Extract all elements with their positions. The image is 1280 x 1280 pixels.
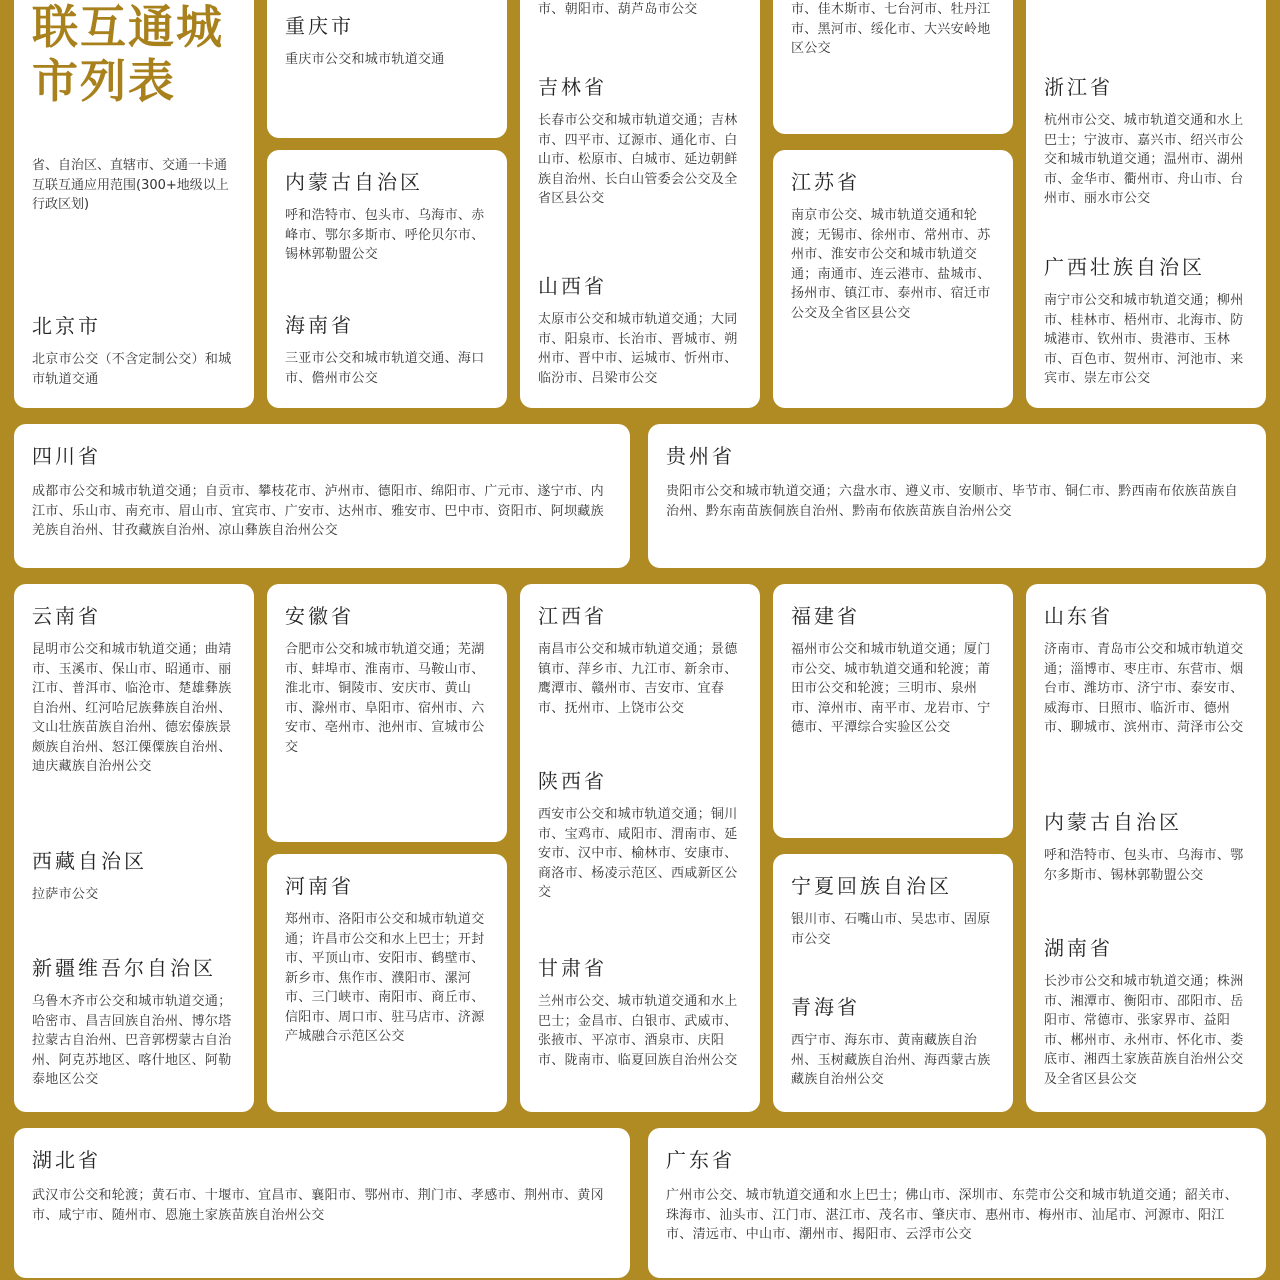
region-neimenggu-2 xyxy=(1044,810,1252,885)
region-henan xyxy=(285,874,493,1047)
region-name: 贵州省 xyxy=(666,444,735,468)
card-liaoning-jilin-shanxi xyxy=(520,0,760,408)
region-hainan xyxy=(285,313,493,388)
region-name: 湖南省 xyxy=(1044,936,1113,960)
intro-card xyxy=(14,0,254,408)
title-line-3: 市列表 xyxy=(32,54,176,108)
region-desc: 南昌市公交和城市轨道交通；景德镇市、萍乡市、九江市、新余市、鹰潭市、赣州市、吉安市、宜春市、抚州市、上饶市公交 xyxy=(538,642,738,716)
region-liaoning-tail xyxy=(538,0,746,19)
card-jiangxi-shaanxi-gansu xyxy=(520,584,760,1112)
region-desc: 市、朝阳市、葫芦岛市公交 xyxy=(538,1,698,17)
card-yunnan-xizang-xinjiang xyxy=(14,584,254,1112)
card-henan xyxy=(267,854,507,1112)
region-desc: 呼和浩特市、包头市、乌海市、赤峰市、鄂尔多斯市、呼伦贝尔市、锡林郭勒盟公交 xyxy=(285,208,485,262)
card-hebei-zhejiang-guangxi xyxy=(1026,0,1266,408)
region-anhui xyxy=(285,604,493,757)
region-desc: 太原市公交和城市轨道交通；大同市、阳泉市、长治市、晋城市、朔州市、晋中市、运城市、忻州市、临汾市、吕梁市公交 xyxy=(538,312,738,386)
region-desc: 南京市公交、城市轨道交通和轮渡；无锡市、徐州市、常州市、苏州市、淮安市公交和城市轨道交通；南通市、连云港市、盐城市、扬州市、镇江市、泰州市、宿迁市公交及全省区县公交 xyxy=(791,208,991,321)
region-desc: 成都市公交和城市轨道交通；自贡市、攀枝花市、泸州市、德阳市、绵阳市、广元市、遂宁市、内江市、乐山市、南充市、眉山市、宜宾市、广安市、达州市、雅安市、巴中市、资阳市、阿坝藏族羌族自治州、甘孜藏族自治州、凉山彝族自治州公交 xyxy=(32,484,604,538)
region-name: 吉林省 xyxy=(538,75,607,99)
region-name: 广东省 xyxy=(666,1148,735,1172)
region-name: 西藏自治区 xyxy=(32,849,147,873)
region-hunan xyxy=(1044,936,1252,1089)
region-heilongjiang-tail xyxy=(791,0,999,59)
region-yunnan xyxy=(32,604,240,777)
region-desc: 南宁市公交和城市轨道交通；柳州市、桂林市、梧州市、北海市、防城港市、钦州市、贵港市、玉林市、百色市、贺州市、河池市、来宾市、崇左市公交 xyxy=(1044,293,1244,386)
card-hubei xyxy=(14,1128,630,1278)
region-name: 安徽省 xyxy=(285,604,354,628)
region-desc: 银川市、石嘴山市、吴忠市、固原市公交 xyxy=(791,912,991,947)
region-hubei xyxy=(32,1148,606,1225)
region-shanxi xyxy=(538,274,746,388)
region-name: 云南省 xyxy=(32,604,101,628)
region-desc: 武汉市公交和轮渡；黄石市、十堰市、宜昌市、襄阳市、鄂州市、荆门市、孝感市、荆州市、黄冈市、咸宁市、随州市、恩施土家族苗族自治州公交 xyxy=(32,1188,604,1223)
region-zhejiang xyxy=(1044,75,1252,209)
card-neimenggu-hainan xyxy=(267,150,507,408)
region-name: 福建省 xyxy=(791,604,860,628)
region-desc: 拉萨市公交 xyxy=(32,887,99,902)
region-sichuan xyxy=(32,444,606,541)
region-desc xyxy=(1044,0,1252,4)
card-sichuan xyxy=(14,424,630,568)
card-guangdong xyxy=(648,1128,1266,1278)
region-name: 内蒙古自治区 xyxy=(1044,810,1182,834)
region-name: 陕西省 xyxy=(538,769,607,793)
card-shandong-neimenggu-hunan xyxy=(1026,584,1266,1112)
region-name: 重庆市 xyxy=(285,14,354,38)
region-jiangxi xyxy=(538,604,746,718)
region-beijing xyxy=(32,314,240,389)
region-desc: 杭州市公交、城市轨道交通和水上巴士；宁波市、嘉兴市、绍兴市公交和城市轨道交通；温州市、湖州市、金华市、衢州市、舟山市、台州市、丽水市公交 xyxy=(1044,113,1244,206)
card-chongqing xyxy=(267,0,507,138)
region-desc: 福州市公交和城市轨道交通；厦门市公交、城市轨道交通和轮渡；莆田市公交和轮渡；三明市、泉州市、漳州市、南平市、龙岩市、宁德市、平潭综合实验区公交 xyxy=(791,642,991,735)
region-desc: 西安市公交和城市轨道交通；铜川市、宝鸡市、咸阳市、渭南市、延安市、汉中市、榆林市、安康市、商洛市、杨凌示范区、西咸新区公交 xyxy=(538,807,738,900)
region-desc: 乌鲁木齐市公交和城市轨道交通；哈密市、昌吉回族自治州、博尔塔拉蒙古自治州、巴音郭楞蒙古自治州、阿克苏地区、喀什地区、阿勒泰地区公交 xyxy=(32,994,232,1087)
region-fujian xyxy=(791,604,999,738)
region-shaanxi xyxy=(538,769,746,903)
region-shandong xyxy=(1044,604,1252,738)
region-name: 浙江省 xyxy=(1044,75,1113,99)
region-desc: 西宁市、海东市、黄南藏族自治州、玉树藏族自治州、海西蒙古族藏族自治州公交 xyxy=(791,1033,991,1087)
region-hebei-tail xyxy=(1044,0,1252,4)
region-desc: 兰州市公交、城市轨道交通和水上巴士；金昌市、白银市、武威市、张掖市、平凉市、酒泉市、庆阳市、陇南市、临夏回族自治州公交 xyxy=(538,994,738,1068)
region-jilin xyxy=(538,75,746,209)
card-fujian xyxy=(773,584,1013,838)
title-line-2: 联互通城 xyxy=(32,0,224,54)
region-desc: 市、佳木斯市、七台河市、牡丹江市、黑河市、绥化市、大兴安岭地区公交 xyxy=(791,2,991,56)
region-name: 广西壮族自治区 xyxy=(1044,255,1205,279)
region-name: 青海省 xyxy=(791,995,860,1019)
card-anhui xyxy=(267,584,507,842)
region-desc: 三亚市公交和城市轨道交通、海口市、儋州市公交 xyxy=(285,351,485,386)
region-guizhou xyxy=(666,444,1242,521)
region-name: 湖北省 xyxy=(32,1148,101,1172)
region-qinghai xyxy=(791,995,999,1090)
region-desc: 呼和浩特市、包头市、乌海市、鄂尔多斯市、锡林郭勒盟公交 xyxy=(1044,848,1244,883)
region-guangxi xyxy=(1044,255,1252,389)
region-desc: 郑州市、洛阳市公交和城市轨道交通；许昌市公交和水上巴士；开封市、平顶山市、安阳市、鹤壁市、新乡市、焦作市、濮阳市、漯河市、三门峡市、南阳市、商丘市、信阳市、周口市、驻马店市、济源产城融合示范区公交 xyxy=(285,912,485,1044)
region-guangdong xyxy=(666,1148,1242,1245)
region-name: 甘肃省 xyxy=(538,956,607,980)
region-desc: 长春市公交和城市轨道交通；吉林市、四平市、辽源市、通化市、白山市、松原市、白城市、延边朝鲜族自治州、长白山管委会公交及全省区县公交 xyxy=(538,113,738,206)
card-guizhou xyxy=(648,424,1266,568)
region-name: 北京市 xyxy=(32,314,101,338)
region-xinjiang xyxy=(32,956,240,1090)
region-name: 新疆维吾尔自治区 xyxy=(32,956,216,980)
region-name: 山西省 xyxy=(538,274,607,298)
region-desc: 长沙市公交和城市轨道交通；株洲市、湘潭市、衡阳市、邵阳市、岳阳市、常德市、张家界市、益阳市、郴州市、永州市、怀化市、娄底市、湘西土家族苗族自治州公交及全省区县公交 xyxy=(1044,974,1244,1087)
region-name: 山东省 xyxy=(1044,604,1113,628)
region-name: 宁夏回族自治区 xyxy=(791,874,952,898)
region-desc: 贵阳市公交和城市轨道交通；六盘水市、遵义市、安顺市、毕节市、铜仁市、黔西南布依族苗族自治州、黔东南苗族侗族自治州、黔南布依族苗族自治州公交 xyxy=(666,484,1238,519)
region-desc: 广州市公交、城市轨道交通和水上巴士；佛山市、深圳市、东莞市公交和城市轨道交通；韶关市、珠海市、汕头市、江门市、湛江市、茂名市、肇庆市、惠州市、梅州市、汕尾市、河源市、阳江市、清远市、中山市、潮州市、揭阳市、云浮市公交 xyxy=(666,1188,1238,1242)
page-subtitle: 省、自治区、直辖市、交通一卡通互联互通应用范围(300+地级以上行政区划) xyxy=(32,158,229,212)
region-name: 江西省 xyxy=(538,604,607,628)
region-name: 内蒙古自治区 xyxy=(285,170,423,194)
card-heilongjiang xyxy=(773,0,1013,134)
region-desc: 济南市、青岛市公交和城市轨道交通；淄博市、枣庄市、东营市、烟台市、潍坊市、济宁市、泰安市、威海市、日照市、临沂市、德州市、聊城市、滨州市、菏泽市公交 xyxy=(1044,642,1244,735)
region-gansu xyxy=(538,956,746,1070)
region-xizang xyxy=(32,849,240,905)
region-name: 江苏省 xyxy=(791,170,860,194)
card-jiangsu xyxy=(773,150,1013,408)
region-jiangsu xyxy=(791,170,999,323)
region-neimenggu xyxy=(285,170,493,265)
page-title xyxy=(32,0,224,108)
region-desc: 昆明市公交和城市轨道交通；曲靖市、玉溪市、保山市、昭通市、丽江市、普洱市、临沧市、楚雄彝族自治州、红河哈尼族彝族自治州、文山壮族苗族自治州、德宏傣族景颇族自治州、怒江傈僳族自治州、迪庆藏族自治州公交 xyxy=(32,642,232,774)
card-ningxia-qinghai xyxy=(773,854,1013,1112)
region-desc: 合肥市公交和城市轨道交通；芜湖市、蚌埠市、淮南市、马鞍山市、淮北市、铜陵市、安庆市、黄山市、滁州市、阜阳市、宿州市、六安市、亳州市、池州市、宣城市公交 xyxy=(285,642,485,755)
region-desc: 重庆市公交和城市轨道交通 xyxy=(285,52,445,67)
region-ningxia xyxy=(791,874,999,949)
region-chongqing xyxy=(285,14,493,70)
region-name: 四川省 xyxy=(32,444,101,468)
region-desc: 北京市公交（不含定制公交）和城市轨道交通 xyxy=(32,352,232,387)
region-name: 海南省 xyxy=(285,313,354,337)
region-name: 河南省 xyxy=(285,874,354,898)
